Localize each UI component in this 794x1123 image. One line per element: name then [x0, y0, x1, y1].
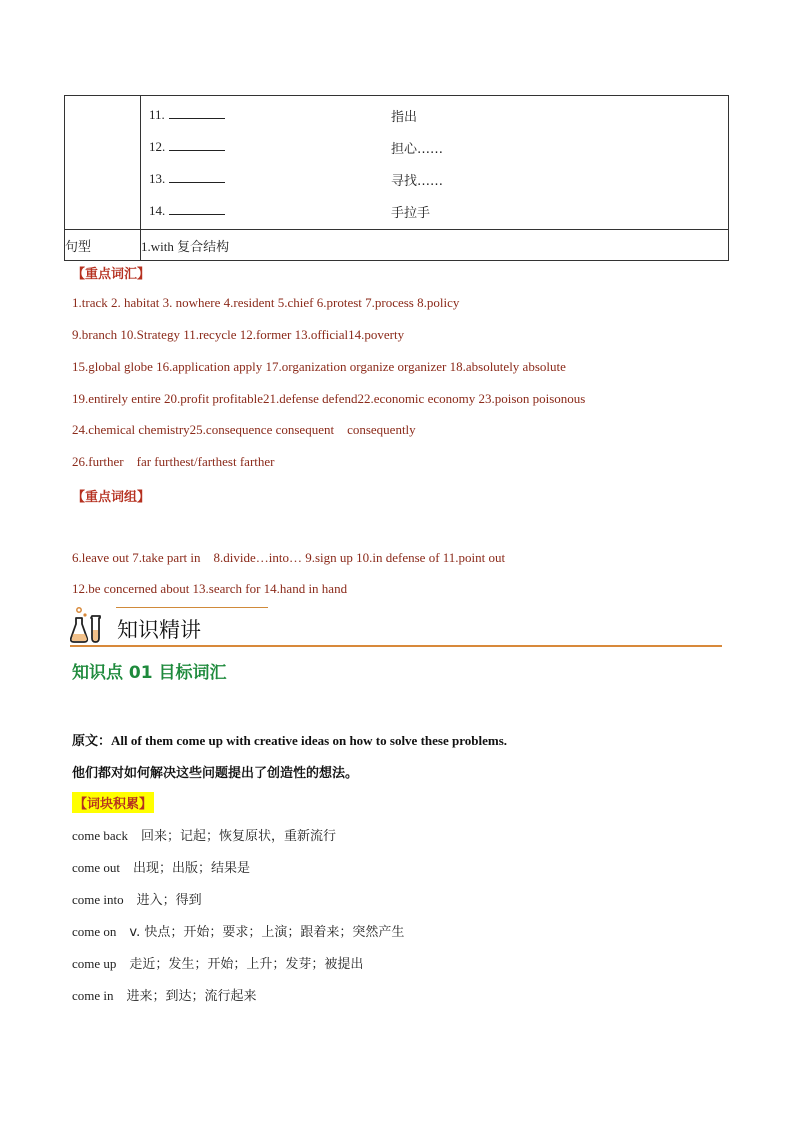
header-overline [116, 607, 268, 608]
phrase-en: come into [72, 892, 124, 907]
phrase-en: come up [72, 956, 117, 971]
key-vocab-line: 9.branch 10.Strategy 11.recycle 12.former 13.official14.poverty [72, 327, 405, 342]
section-title: 知识精讲 [117, 618, 201, 642]
sentence-number: 1.with [141, 238, 174, 254]
original-label: 原文： [72, 734, 112, 749]
phrase-en: come on [72, 924, 117, 939]
key-vocab-line: 19.entirely entire 20.profit profitable21.defense defend22.economic economy 23.poison poisonous [72, 391, 586, 406]
phrase-item [72, 825, 336, 844]
row-meaning: 指出 [391, 109, 418, 125]
row-meaning: 手拉手 [391, 205, 431, 221]
phrase-zh: 出现；出版；结果是 [133, 861, 251, 876]
answer-blank[interactable] [169, 172, 225, 183]
knowledge-point-title: 知识点 01 目标词汇 [72, 663, 227, 683]
table-row [141, 163, 728, 195]
phrase-zh: 进来；到达；流行起来 [126, 989, 257, 1004]
original-translation: 他们都对如何解决这些问题提出了创造性的想法。 [72, 766, 359, 781]
phrase-item [72, 985, 257, 1004]
row-number: 11. [149, 107, 165, 122]
table-row [141, 195, 728, 227]
table-row [141, 99, 728, 131]
answer-blank[interactable] [169, 204, 225, 215]
sentence-value [141, 230, 729, 261]
key-phrase-line: 6.leave out 7.take part in 8.divide…into… 9.sign up 10.in defense of 11.point out [72, 550, 506, 565]
phrase-en: come back [72, 828, 128, 843]
phrase-zh: 回来；记起；恢复原状，重新流行 [140, 829, 336, 844]
row-number: 14. [149, 203, 166, 218]
sentence-label: 句型 [65, 230, 141, 261]
answer-blank[interactable] [169, 108, 225, 119]
phrase-item [72, 921, 404, 940]
phrase-en: come in [72, 988, 114, 1003]
phrase-en: come out [72, 860, 121, 875]
phrase-item [72, 857, 250, 876]
header-underline [70, 645, 722, 647]
key-vocab-line: 1.track 2. habitat 3. nowhere 4.resident 5.chief 6.protest 7.process 8.policy [72, 295, 460, 310]
key-vocab-line: 24.chemical chemistry25.consequence consequent consequently [72, 422, 416, 437]
table-rows-cell [141, 96, 729, 230]
table-row [141, 131, 728, 163]
phrase-item [72, 953, 363, 972]
vocab-table [64, 95, 729, 261]
phrase-zh: 走近；发生；开始；上升；发芽；被提出 [129, 957, 364, 972]
phrase-zh: 进入；得到 [136, 893, 202, 908]
row-meaning: 寻找…… [391, 173, 444, 189]
sentence-text: 复合结构 [177, 239, 230, 255]
table-empty-cell [65, 96, 141, 230]
key-vocab-line: 26.further far furthest/farthest farther [72, 454, 275, 469]
key-phrase-line: 12.be concerned about 13.search for 14.hand in hand [72, 581, 348, 596]
key-phrases-label: 【重点词组】 [72, 490, 151, 505]
section-header [70, 604, 722, 648]
phrase-zh: v. 快点；开始；要求；上演；跟着来；突然产生 [129, 925, 405, 940]
original-text: All of them come up with creative ideas on how to solve these problems. [111, 733, 508, 748]
row-number: 13. [149, 171, 166, 186]
key-vocab-line: 15.global globe 16.application apply 17.organization organize organizer 18.absolutely absolute [72, 359, 566, 374]
row-number: 12. [149, 139, 166, 154]
key-vocab-label: 【重点词汇】 [72, 267, 151, 282]
flask-icon [70, 604, 110, 644]
row-meaning: 担心…… [391, 141, 444, 157]
answer-blank[interactable] [169, 140, 225, 151]
phrase-item [72, 889, 202, 908]
original-sentence [72, 730, 507, 749]
chunk-label: 【词块积累】 [72, 792, 154, 813]
